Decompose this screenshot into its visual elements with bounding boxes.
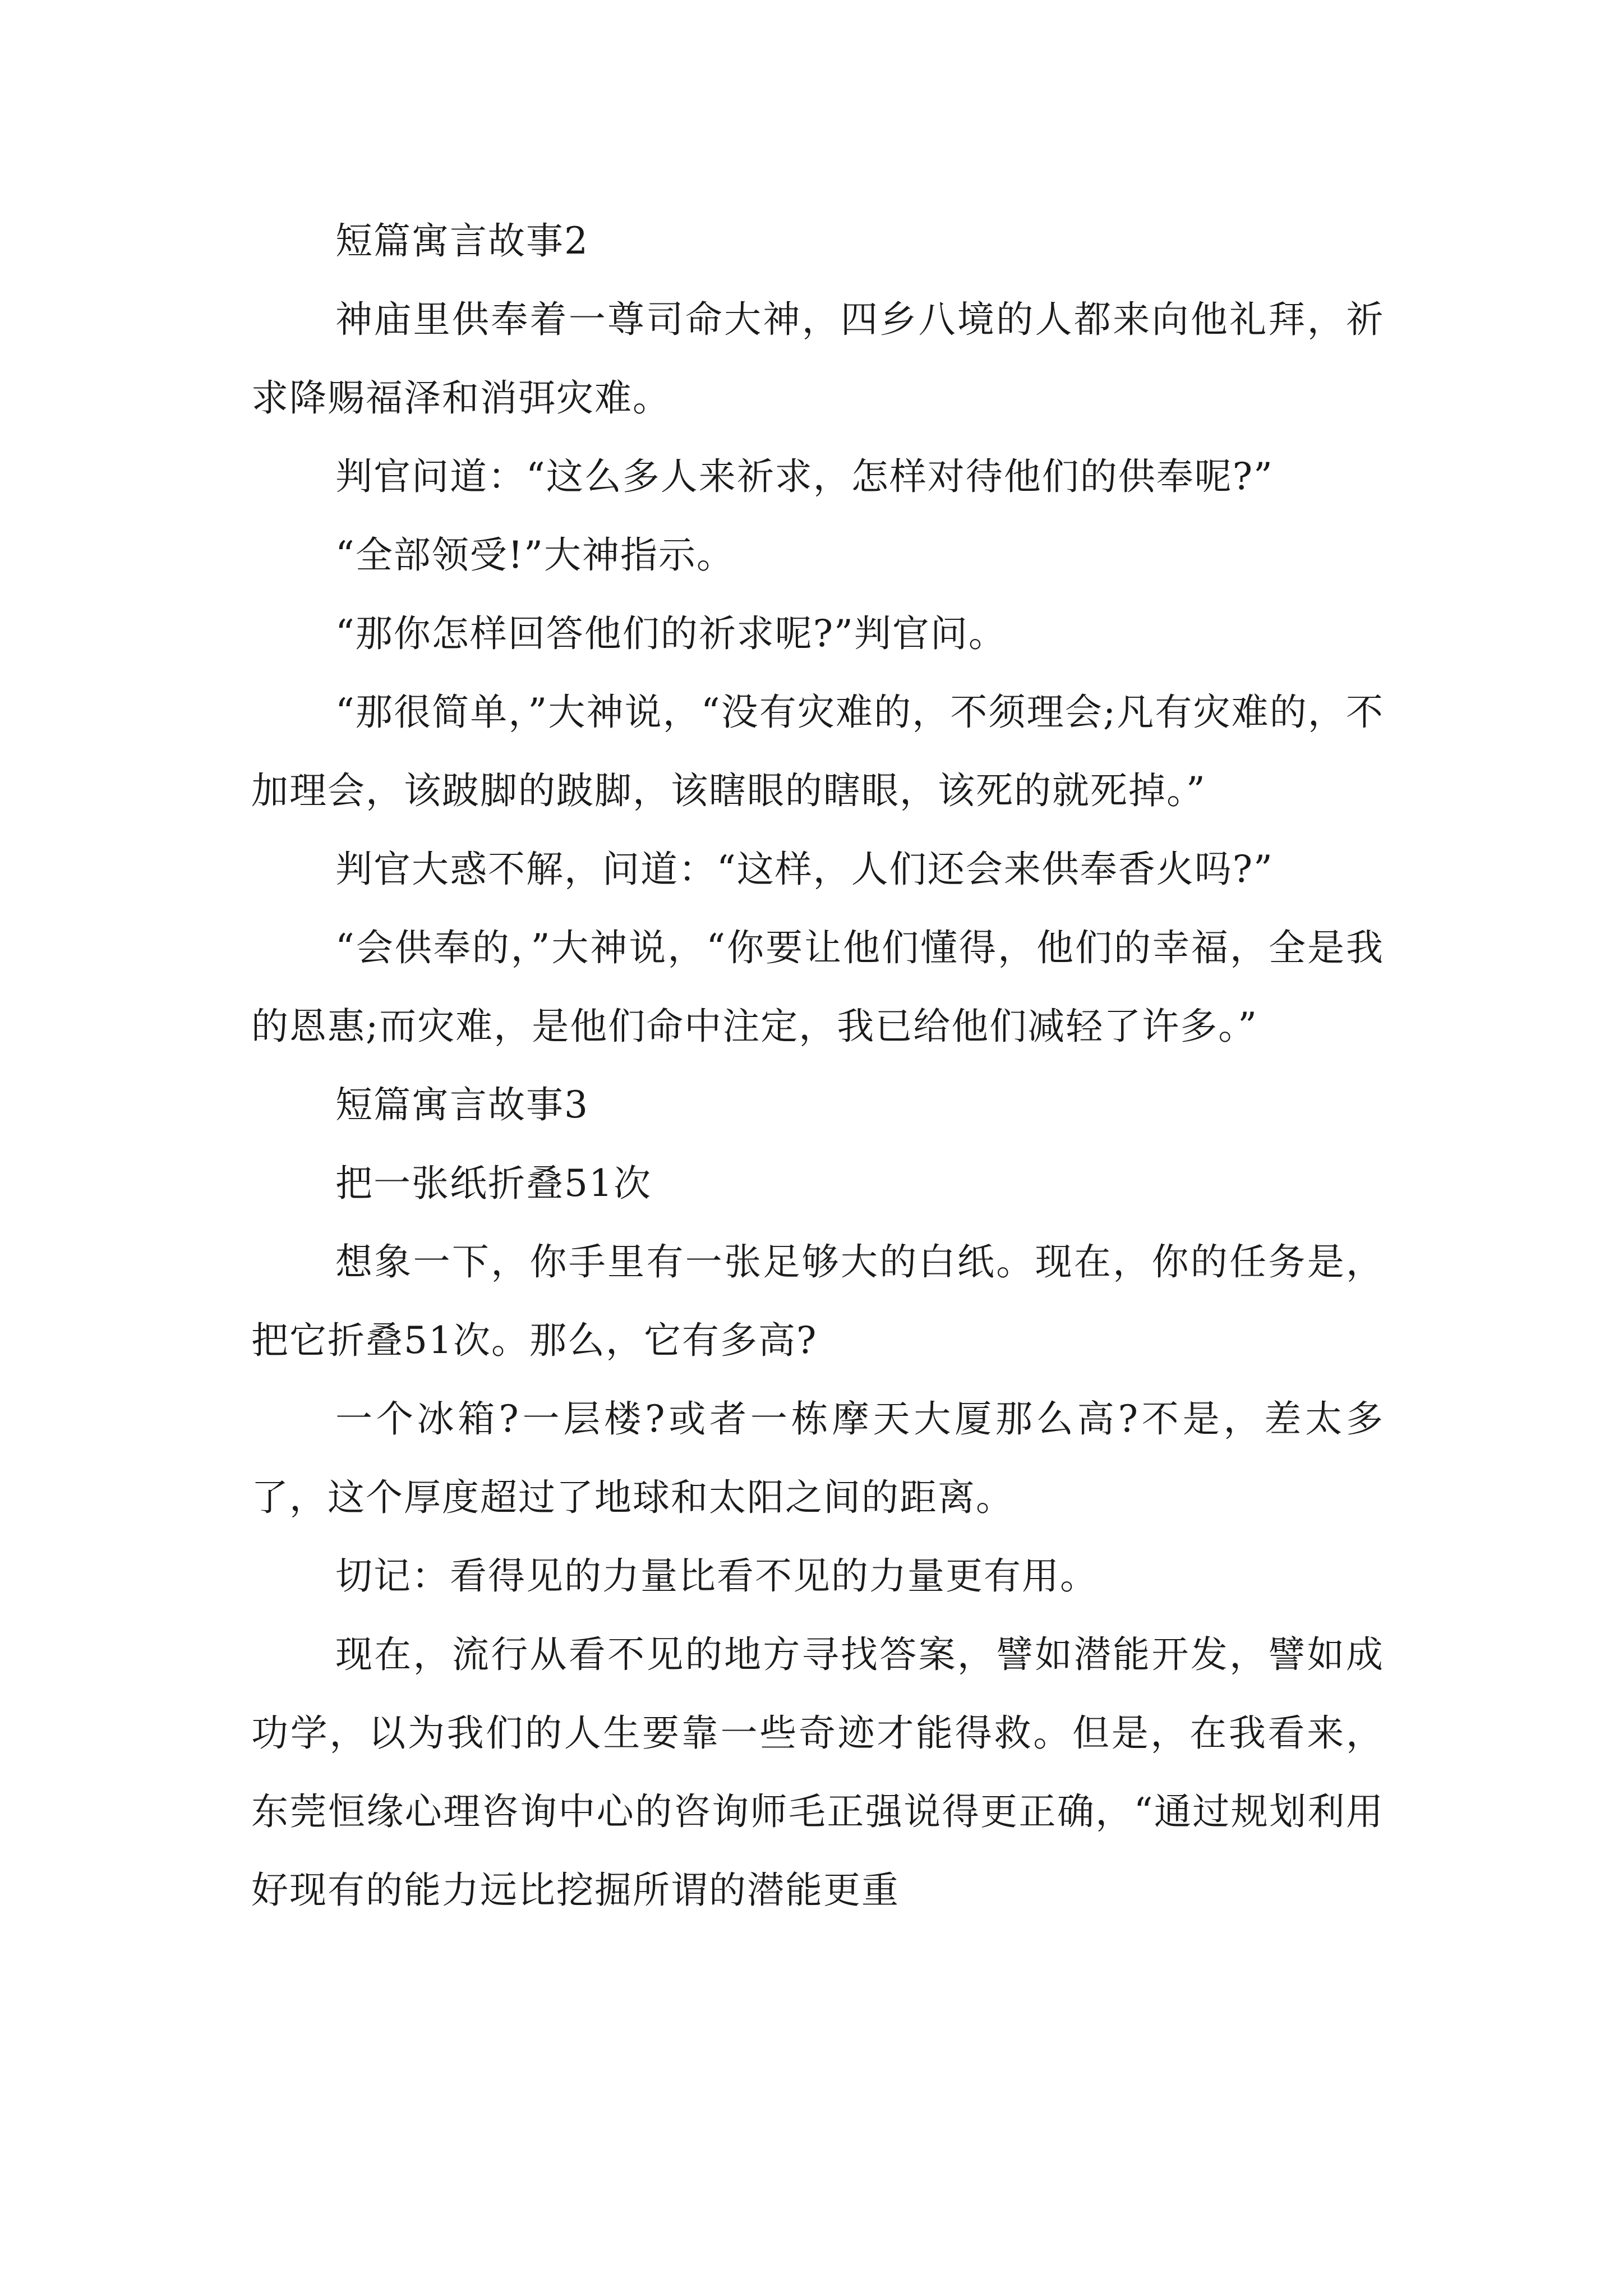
paragraph: 一个冰箱?一层楼?或者一栋摩天大厦那么高?不是，差太多了，这个厚度超过了地球和太阳之间的距离。 (251, 1397, 1384, 1519)
section-title-story-3: 短篇寓言故事3 (335, 1083, 589, 1126)
paragraph: 切记：看得见的力量比看不见的力量更有用。 (335, 1554, 1098, 1598)
paragraph: “那很简单，”大神说，“没有灾难的，不须理会;凡有灾难的，不加理会，该跛脚的跛脚，该瞎眼的瞎眼，该死的就死掉。” (251, 691, 1384, 812)
story-subtitle: 把一张纸折叠51次 (335, 1162, 652, 1205)
paragraph: 神庙里供奉着一尊司命大神，四乡八境的人都来向他礼拜，祈求降赐福泽和消弭灾难。 (251, 298, 1384, 420)
paragraph: 判官问道：“这么多人来祈求，怎样对待他们的供奉呢?” (335, 455, 1274, 498)
paragraph: 判官大惑不解，问道：“这样，人们还会来供奉香火吗?” (335, 848, 1274, 891)
document-body (251, 202, 1384, 1930)
paragraph: “那你怎样回答他们的祈求呢?”判官问。 (335, 612, 1007, 655)
paragraph: “会供奉的，”大神说，“你要让他们懂得，他们的幸福，全是我的恩惠;而灾难，是他们命中注定，我已给他们减轻了许多。” (251, 926, 1384, 1048)
paragraph: 想象一下，你手里有一张足够大的白纸。现在，你的任务是，把它折叠51次。那么，它有多高? (251, 1240, 1384, 1362)
section-title-story-2: 短篇寓言故事2 (335, 219, 589, 263)
paragraph: “全部领受!”大神指示。 (335, 533, 735, 577)
paragraph: 现在，流行从看不见的地方寻找答案，譬如潜能开发，譬如成功学，以为我们的人生要靠一些奇迹才能得救。但是，在我看来，东莞恒缘心理咨询中心的咨询师毛正强说得更正确，“通过规划利用好现有的能力远比挖掘所谓的潜能更重 (251, 1633, 1384, 1912)
